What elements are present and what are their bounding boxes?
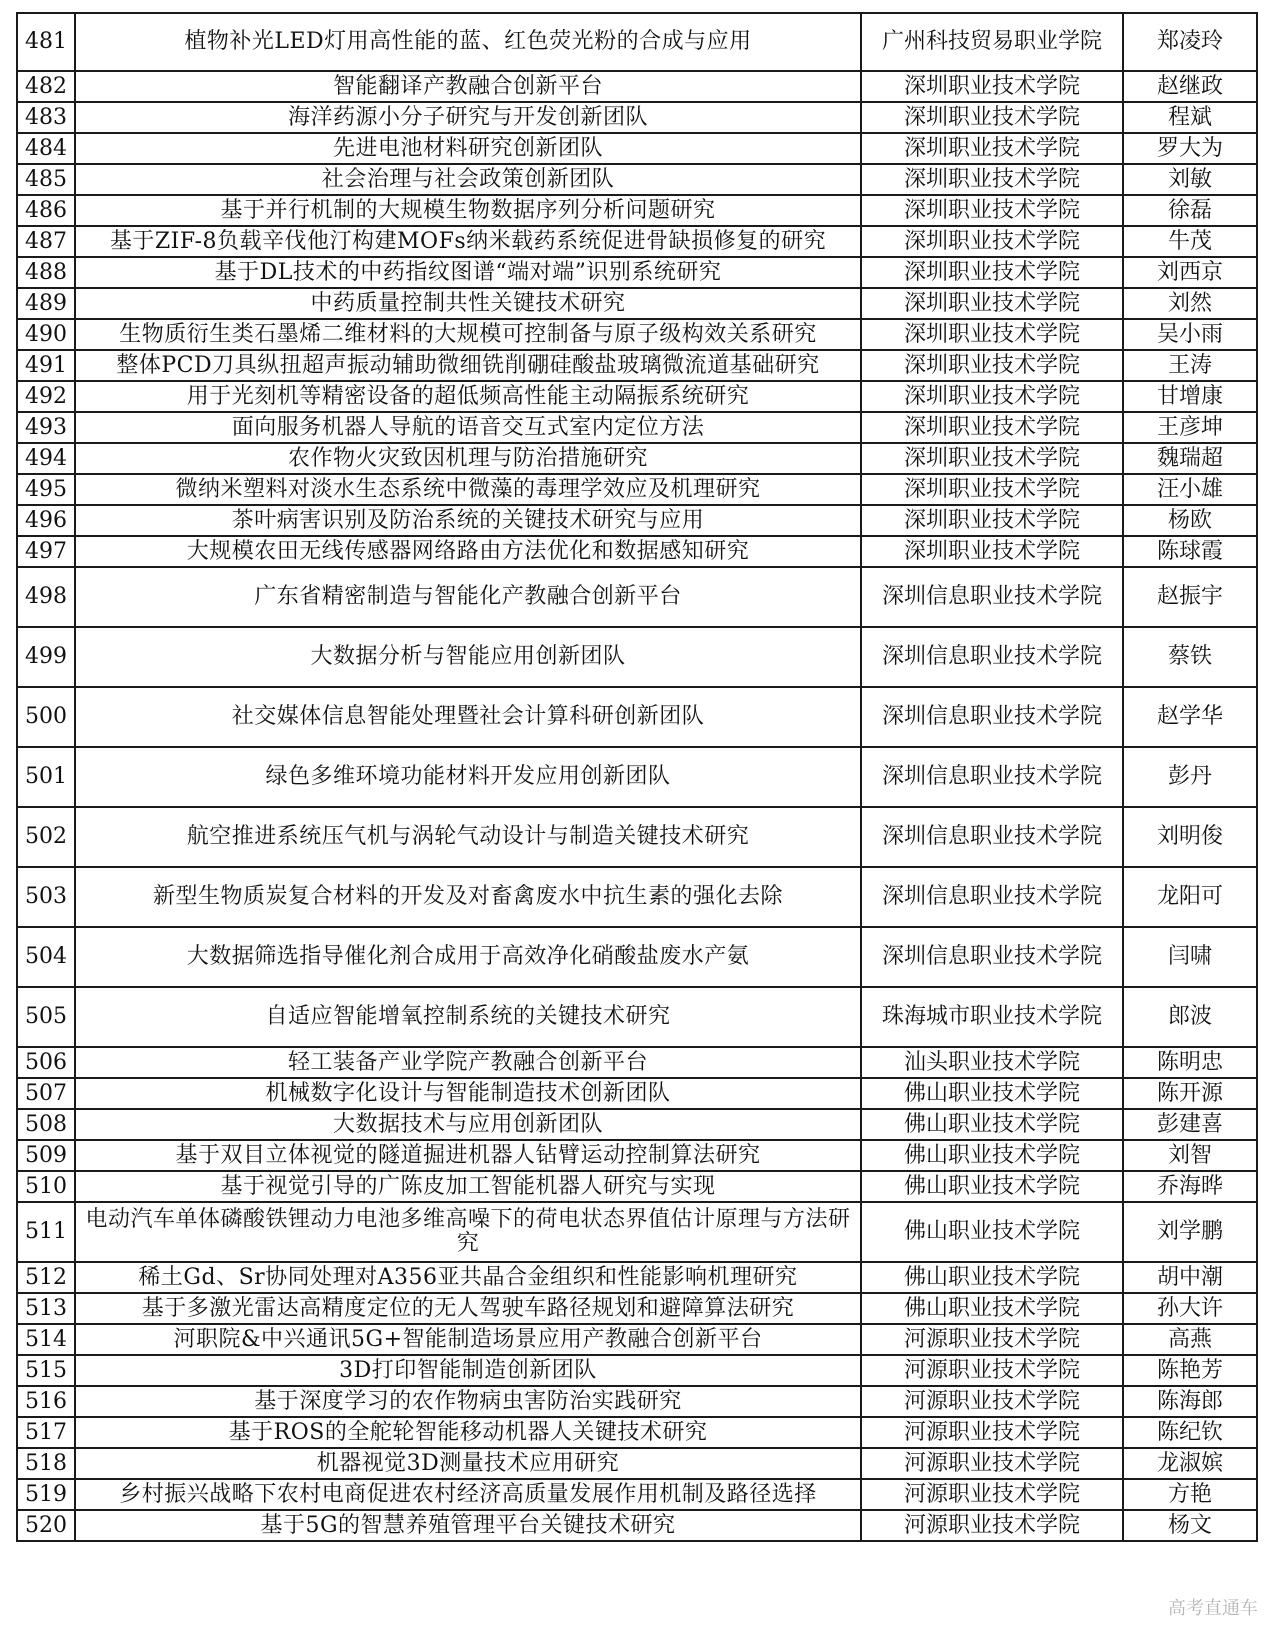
project-title: 大数据筛选指导催化剂合成用于高效净化硝酸盐废水产氨 xyxy=(75,927,861,987)
row-number: 507 xyxy=(17,1078,75,1109)
row-number: 511 xyxy=(17,1202,75,1262)
table-row xyxy=(17,987,1257,1047)
project-title: 中药质量控制共性关键技术研究 xyxy=(75,288,861,319)
table-row xyxy=(17,195,1257,226)
project-title: 微纳米塑料对淡水生态系统中微藻的毒理学效应及机理研究 xyxy=(75,474,861,505)
row-number: 495 xyxy=(17,474,75,505)
school-name: 河源职业技术学院 xyxy=(861,1448,1123,1479)
project-list-table xyxy=(16,12,1258,1542)
project-title: 基于5G的智慧养殖管理平台关键技术研究 xyxy=(75,1510,861,1541)
project-title: 航空推进系统压气机与涡轮气动设计与制造关键技术研究 xyxy=(75,807,861,867)
person-in-charge: 胡中潮 xyxy=(1123,1262,1257,1293)
project-title: 面向服务机器人导航的语音交互式室内定位方法 xyxy=(75,412,861,443)
row-number: 488 xyxy=(17,257,75,288)
table-row xyxy=(17,807,1257,867)
person-in-charge: 刘学鹏 xyxy=(1123,1202,1257,1262)
row-number: 520 xyxy=(17,1510,75,1541)
person-in-charge: 杨欧 xyxy=(1123,505,1257,536)
table-row xyxy=(17,1047,1257,1078)
row-number: 504 xyxy=(17,927,75,987)
table-row xyxy=(17,1417,1257,1448)
table-row xyxy=(17,1202,1257,1262)
person-in-charge: 程斌 xyxy=(1123,102,1257,133)
school-name: 深圳职业技术学院 xyxy=(861,226,1123,257)
person-in-charge: 刘明俊 xyxy=(1123,807,1257,867)
project-title: 大数据技术与应用创新团队 xyxy=(75,1109,861,1140)
table-row xyxy=(17,505,1257,536)
school-name: 河源职业技术学院 xyxy=(861,1386,1123,1417)
row-number: 484 xyxy=(17,133,75,164)
row-number: 513 xyxy=(17,1293,75,1324)
person-in-charge: 刘智 xyxy=(1123,1140,1257,1171)
person-in-charge: 刘西京 xyxy=(1123,257,1257,288)
project-title: 整体PCD刀具纵扭超声振动辅助微细铣削硼硅酸盐玻璃微流道基础研究 xyxy=(75,350,861,381)
person-in-charge: 乔海晔 xyxy=(1123,1171,1257,1202)
person-in-charge: 彭建喜 xyxy=(1123,1109,1257,1140)
person-in-charge: 彭丹 xyxy=(1123,747,1257,807)
project-title: 机器视觉3D测量技术应用研究 xyxy=(75,1448,861,1479)
row-number: 506 xyxy=(17,1047,75,1078)
school-name: 河源职业技术学院 xyxy=(861,1417,1123,1448)
person-in-charge: 牛茂 xyxy=(1123,226,1257,257)
table-row xyxy=(17,443,1257,474)
school-name: 深圳职业技术学院 xyxy=(861,102,1123,133)
project-title: 智能翻译产教融合创新平台 xyxy=(75,71,861,102)
school-name: 佛山职业技术学院 xyxy=(861,1078,1123,1109)
row-number: 516 xyxy=(17,1386,75,1417)
project-title: 社交媒体信息智能处理暨社会计算科研创新团队 xyxy=(75,687,861,747)
project-title: 基于ZIF-8负载辛伐他汀构建MOFs纳米载药系统促进骨缺损修复的研究 xyxy=(75,226,861,257)
person-in-charge: 蔡铁 xyxy=(1123,627,1257,687)
row-number: 512 xyxy=(17,1262,75,1293)
table-row xyxy=(17,133,1257,164)
school-name: 河源职业技术学院 xyxy=(861,1510,1123,1541)
person-in-charge: 王涛 xyxy=(1123,350,1257,381)
row-number: 481 xyxy=(17,13,75,71)
school-name: 深圳职业技术学院 xyxy=(861,443,1123,474)
table-row xyxy=(17,13,1257,71)
person-in-charge: 郎波 xyxy=(1123,987,1257,1047)
person-in-charge: 龙淑嫔 xyxy=(1123,1448,1257,1479)
project-title: 机械数字化设计与智能制造技术创新团队 xyxy=(75,1078,861,1109)
table-row xyxy=(17,71,1257,102)
person-in-charge: 赵振宇 xyxy=(1123,567,1257,627)
school-name: 深圳职业技术学院 xyxy=(861,319,1123,350)
row-number: 502 xyxy=(17,807,75,867)
row-number: 518 xyxy=(17,1448,75,1479)
project-title: 海洋药源小分子研究与开发创新团队 xyxy=(75,102,861,133)
project-title: 基于深度学习的农作物病虫害防治实践研究 xyxy=(75,1386,861,1417)
row-number: 492 xyxy=(17,381,75,412)
row-number: 519 xyxy=(17,1479,75,1510)
row-number: 508 xyxy=(17,1109,75,1140)
project-title: 先进电池材料研究创新团队 xyxy=(75,133,861,164)
table-body xyxy=(17,13,1257,1541)
school-name: 深圳信息职业技术学院 xyxy=(861,687,1123,747)
school-name: 深圳信息职业技术学院 xyxy=(861,927,1123,987)
school-name: 深圳职业技术学院 xyxy=(861,381,1123,412)
row-number: 499 xyxy=(17,627,75,687)
row-number: 517 xyxy=(17,1417,75,1448)
row-number: 482 xyxy=(17,71,75,102)
project-title: 河职院&中兴通讯5G+智能制造场景应用产教融合创新平台 xyxy=(75,1324,861,1355)
table-row xyxy=(17,1479,1257,1510)
person-in-charge: 甘增康 xyxy=(1123,381,1257,412)
project-title: 基于ROS的全舵轮智能移动机器人关键技术研究 xyxy=(75,1417,861,1448)
person-in-charge: 陈艳芳 xyxy=(1123,1355,1257,1386)
row-number: 494 xyxy=(17,443,75,474)
row-number: 515 xyxy=(17,1355,75,1386)
school-name: 深圳职业技术学院 xyxy=(861,536,1123,567)
school-name: 深圳职业技术学院 xyxy=(861,288,1123,319)
table-row xyxy=(17,474,1257,505)
table-row xyxy=(17,1355,1257,1386)
row-number: 487 xyxy=(17,226,75,257)
person-in-charge: 刘然 xyxy=(1123,288,1257,319)
row-number: 500 xyxy=(17,687,75,747)
person-in-charge: 杨文 xyxy=(1123,1510,1257,1541)
person-in-charge: 陈开源 xyxy=(1123,1078,1257,1109)
project-title: 绿色多维环境功能材料开发应用创新团队 xyxy=(75,747,861,807)
project-title: 生物质衍生类石墨烯二维材料的大规模可控制备与原子级构效关系研究 xyxy=(75,319,861,350)
school-name: 深圳职业技术学院 xyxy=(861,257,1123,288)
project-title: 基于多激光雷达高精度定位的无人驾驶车路径规划和避障算法研究 xyxy=(75,1293,861,1324)
project-title: 稀土Gd、Sr协同处理对A356亚共晶合金组织和性能影响机理研究 xyxy=(75,1262,861,1293)
table-row xyxy=(17,1140,1257,1171)
school-name: 深圳职业技术学院 xyxy=(861,505,1123,536)
school-name: 佛山职业技术学院 xyxy=(861,1293,1123,1324)
table-row xyxy=(17,1109,1257,1140)
project-title: 乡村振兴战略下农村电商促进农村经济高质量发展作用机制及路径选择 xyxy=(75,1479,861,1510)
project-title: 3D打印智能制造创新团队 xyxy=(75,1355,861,1386)
person-in-charge: 陈纪钦 xyxy=(1123,1417,1257,1448)
row-number: 509 xyxy=(17,1140,75,1171)
row-number: 498 xyxy=(17,567,75,627)
person-in-charge: 汪小雄 xyxy=(1123,474,1257,505)
school-name: 深圳职业技术学院 xyxy=(861,195,1123,226)
table-row xyxy=(17,412,1257,443)
table-row xyxy=(17,1324,1257,1355)
project-title: 新型生物质炭复合材料的开发及对畜禽废水中抗生素的强化去除 xyxy=(75,867,861,927)
school-name: 深圳职业技术学院 xyxy=(861,71,1123,102)
project-title: 自适应智能增氧控制系统的关键技术研究 xyxy=(75,987,861,1047)
school-name: 深圳信息职业技术学院 xyxy=(861,747,1123,807)
row-number: 490 xyxy=(17,319,75,350)
person-in-charge: 刘敏 xyxy=(1123,164,1257,195)
school-name: 佛山职业技术学院 xyxy=(861,1202,1123,1262)
person-in-charge: 陈球霞 xyxy=(1123,536,1257,567)
school-name: 深圳职业技术学院 xyxy=(861,164,1123,195)
row-number: 483 xyxy=(17,102,75,133)
table-row xyxy=(17,288,1257,319)
school-name: 珠海城市职业技术学院 xyxy=(861,987,1123,1047)
person-in-charge: 陈明忠 xyxy=(1123,1047,1257,1078)
row-number: 491 xyxy=(17,350,75,381)
watermark-text: 高考直通车 xyxy=(1168,1598,1258,1619)
project-title: 基于双目立体视觉的隧道掘进机器人钻臂运动控制算法研究 xyxy=(75,1140,861,1171)
school-name: 深圳职业技术学院 xyxy=(861,350,1123,381)
school-name: 佛山职业技术学院 xyxy=(861,1109,1123,1140)
person-in-charge: 方艳 xyxy=(1123,1479,1257,1510)
row-number: 503 xyxy=(17,867,75,927)
person-in-charge: 罗大为 xyxy=(1123,133,1257,164)
table-row xyxy=(17,1510,1257,1541)
person-in-charge: 徐磊 xyxy=(1123,195,1257,226)
school-name: 深圳信息职业技术学院 xyxy=(861,567,1123,627)
table-row xyxy=(17,319,1257,350)
table-row xyxy=(17,867,1257,927)
row-number: 489 xyxy=(17,288,75,319)
project-title: 轻工装备产业学院产教融合创新平台 xyxy=(75,1047,861,1078)
person-in-charge: 陈海郎 xyxy=(1123,1386,1257,1417)
table-row xyxy=(17,1171,1257,1202)
person-in-charge: 王彦坤 xyxy=(1123,412,1257,443)
table-row xyxy=(17,1448,1257,1479)
school-name: 深圳职业技术学院 xyxy=(861,133,1123,164)
table-row xyxy=(17,350,1257,381)
row-number: 485 xyxy=(17,164,75,195)
person-in-charge: 高燕 xyxy=(1123,1324,1257,1355)
project-title: 基于并行机制的大规模生物数据序列分析问题研究 xyxy=(75,195,861,226)
table-row xyxy=(17,627,1257,687)
table-row xyxy=(17,102,1257,133)
row-number: 514 xyxy=(17,1324,75,1355)
project-title: 基于视觉引导的广陈皮加工智能机器人研究与实现 xyxy=(75,1171,861,1202)
project-title: 农作物火灾致因机理与防治措施研究 xyxy=(75,443,861,474)
table-row xyxy=(17,747,1257,807)
row-number: 486 xyxy=(17,195,75,226)
row-number: 496 xyxy=(17,505,75,536)
row-number: 501 xyxy=(17,747,75,807)
school-name: 河源职业技术学院 xyxy=(861,1355,1123,1386)
table-row xyxy=(17,1078,1257,1109)
project-title: 社会治理与社会政策创新团队 xyxy=(75,164,861,195)
table-row xyxy=(17,567,1257,627)
table-row xyxy=(17,381,1257,412)
project-title: 用于光刻机等精密设备的超低频高性能主动隔振系统研究 xyxy=(75,381,861,412)
person-in-charge: 孙大许 xyxy=(1123,1293,1257,1324)
project-title: 基于DL技术的中药指纹图谱“端对端”识别系统研究 xyxy=(75,257,861,288)
table-row xyxy=(17,226,1257,257)
project-title: 茶叶病害识别及防治系统的关键技术研究与应用 xyxy=(75,505,861,536)
school-name: 河源职业技术学院 xyxy=(861,1479,1123,1510)
row-number: 510 xyxy=(17,1171,75,1202)
school-name: 深圳信息职业技术学院 xyxy=(861,807,1123,867)
project-title: 大数据分析与智能应用创新团队 xyxy=(75,627,861,687)
table-row xyxy=(17,1262,1257,1293)
row-number: 493 xyxy=(17,412,75,443)
school-name: 佛山职业技术学院 xyxy=(861,1171,1123,1202)
school-name: 深圳信息职业技术学院 xyxy=(861,867,1123,927)
school-name: 汕头职业技术学院 xyxy=(861,1047,1123,1078)
school-name: 河源职业技术学院 xyxy=(861,1324,1123,1355)
table-row xyxy=(17,687,1257,747)
row-number: 505 xyxy=(17,987,75,1047)
table-row xyxy=(17,1293,1257,1324)
school-name: 深圳职业技术学院 xyxy=(861,474,1123,505)
school-name: 广州科技贸易职业学院 xyxy=(861,13,1123,71)
table-row xyxy=(17,1386,1257,1417)
table-row xyxy=(17,257,1257,288)
table-row xyxy=(17,164,1257,195)
table-row xyxy=(17,536,1257,567)
school-name: 佛山职业技术学院 xyxy=(861,1140,1123,1171)
project-title: 大规模农田无线传感器网络路由方法优化和数据感知研究 xyxy=(75,536,861,567)
school-name: 佛山职业技术学院 xyxy=(861,1262,1123,1293)
person-in-charge: 闫啸 xyxy=(1123,927,1257,987)
person-in-charge: 吴小雨 xyxy=(1123,319,1257,350)
person-in-charge: 郑凌玲 xyxy=(1123,13,1257,71)
project-title: 电动汽车单体磷酸铁锂动力电池多维高噪下的荷电状态界值估计原理与方法研究 xyxy=(75,1202,861,1262)
school-name: 深圳信息职业技术学院 xyxy=(861,627,1123,687)
project-title: 广东省精密制造与智能化产教融合创新平台 xyxy=(75,567,861,627)
table-row xyxy=(17,927,1257,987)
person-in-charge: 赵继政 xyxy=(1123,71,1257,102)
person-in-charge: 龙阳可 xyxy=(1123,867,1257,927)
row-number: 497 xyxy=(17,536,75,567)
project-title: 植物补光LED灯用高性能的蓝、红色荧光粉的合成与应用 xyxy=(75,13,861,71)
person-in-charge: 赵学华 xyxy=(1123,687,1257,747)
school-name: 深圳职业技术学院 xyxy=(861,412,1123,443)
person-in-charge: 魏瑞超 xyxy=(1123,443,1257,474)
